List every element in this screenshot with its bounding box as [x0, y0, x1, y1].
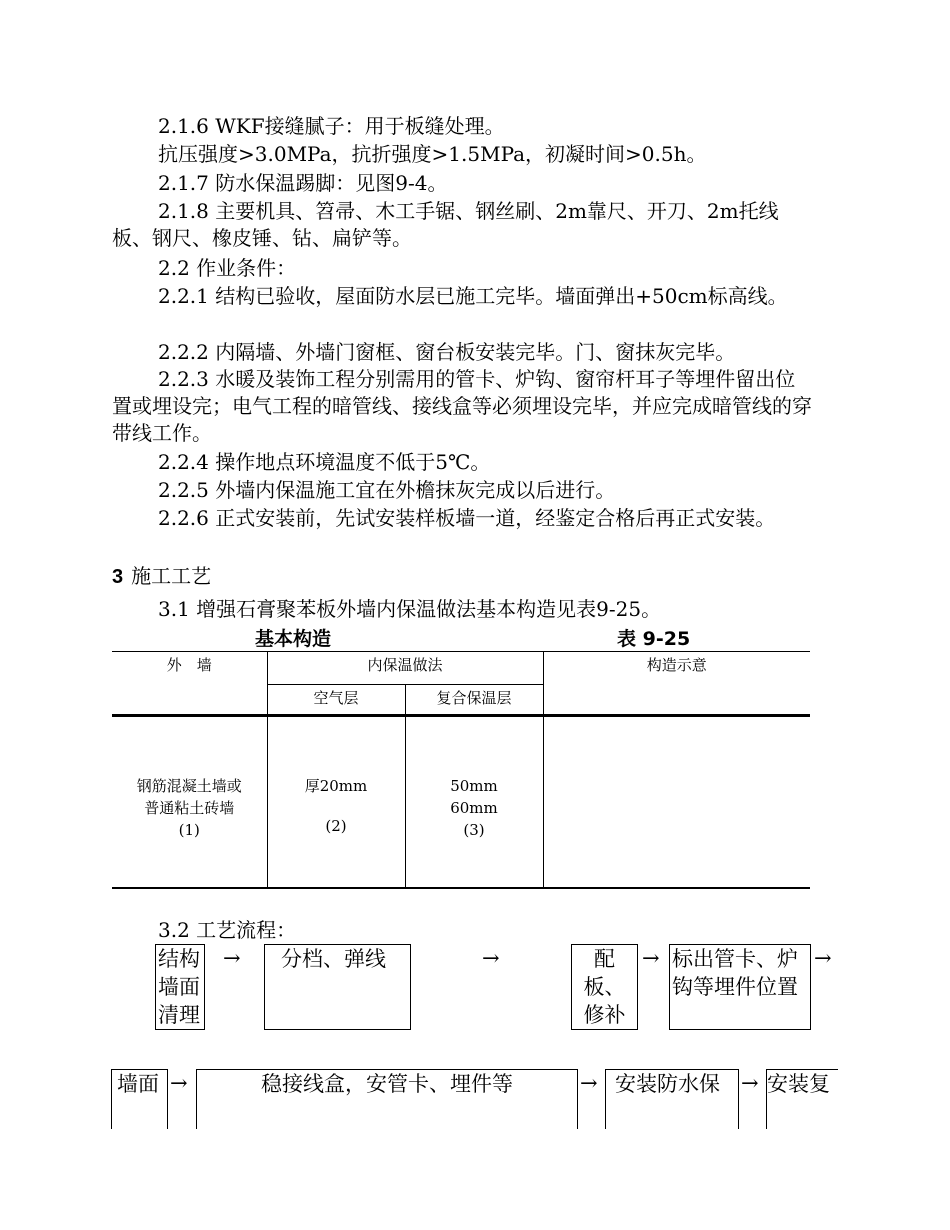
flow-arrow: →: [223, 946, 241, 970]
composite-value-50: 50mm: [450, 777, 498, 795]
wall-type-line2: 普通粘土砖墙: [144, 799, 235, 817]
para-2-1-6: 2.1.6 WKF接缝腻子：用于板缝处理。: [158, 114, 505, 138]
flow-arrow: →: [580, 1071, 598, 1095]
flow-box-layout: 分档、弹线: [264, 944, 411, 1030]
table-row: [112, 716, 810, 888]
flow-box-clean: 结构墙面清理: [155, 944, 205, 1030]
wall-type-line1: 钢筋混凝土墙或: [136, 777, 242, 795]
flow-box-board: 配板、修补: [571, 944, 638, 1030]
para-strength: 抗压强度>3.0MPa，抗折强度>1.5MPa，初凝时间>0.5h。: [158, 142, 707, 166]
flow-box-waterproof: 安装防水保: [605, 1069, 739, 1129]
para-3-2: 3.2 工艺流程：: [158, 918, 297, 942]
para-2-2-6: 2.2.6 正式安装前，先试安装样板墙一道，经鉴定合格后再正式安装。: [158, 506, 776, 530]
header-wall: 外 墙: [112, 652, 267, 716]
para-2-2-4: 2.2.4 操作地点环境温度不低于5℃。: [158, 450, 491, 474]
section-title: 施工工艺: [131, 564, 212, 588]
flow-arrow: →: [814, 946, 832, 970]
wall-type-num: (1): [178, 821, 200, 839]
air-layer-value: 厚20mm: [304, 777, 368, 795]
section-3-heading: [112, 563, 211, 591]
table-caption: 基本构造: [255, 628, 332, 650]
section-number: 3: [112, 566, 124, 588]
flow-box-install: 安装复: [766, 1069, 838, 1129]
table-number: 表 9-25: [617, 628, 691, 650]
flow-box-mark: 标出管卡、炉钩等埋件位置: [669, 944, 811, 1030]
para-2-2-3: 2.2.3 水暖及装饰工程分别需用的管卡、炉钩、窗帘杆耳子等埋件留出位置或埋设完；电气工程的暗管线、接线盒等必须埋设完毕，并应完成暗管线的穿带线工作。: [112, 367, 812, 445]
flow-box-wall: 墙面: [111, 1069, 168, 1129]
header-method: 内保温做法: [267, 652, 543, 685]
para-2-1-8: 2.1.8 主要机具、笤帚、木工手锯、钢丝刷、2m靠尺、开刀、2m托线板、钢尺、橡皮锤、钻、扁铲等。: [112, 199, 779, 250]
para-2-2: 2.2 作业条件：: [158, 256, 297, 280]
flow-box-junction: 稳接线盒，安管卡、埋件等: [196, 1069, 578, 1129]
para-2-1-7: 2.1.7 防水保温踢脚：见图9-4。: [158, 171, 448, 195]
air-layer-num: (2): [325, 817, 347, 835]
composite-value-60: 60mm: [450, 799, 498, 817]
header-air: 空气层: [267, 685, 405, 716]
para-3-1: 3.1 增强石膏聚苯板外墙内保温做法基本构造见表9-25。: [158, 597, 662, 621]
flow-arrow: →: [642, 946, 660, 970]
flow-arrow: →: [482, 946, 500, 970]
construction-table: [112, 651, 810, 889]
para-2-2-5: 2.2.5 外墙内保温施工宜在外檐抹灰完成以后进行。: [158, 478, 616, 502]
header-composite: 复合保温层: [405, 685, 543, 716]
flow-arrow: →: [741, 1071, 759, 1095]
diagram-cell: [543, 716, 810, 888]
header-diagram: 构造示意: [646, 656, 707, 674]
composite-num: (3): [463, 821, 485, 839]
para-2-2-2: 2.2.2 内隔墙、外墙门窗框、窗台板安装完毕。门、窗抹灰完毕。: [158, 340, 736, 364]
flow-arrow: →: [170, 1071, 188, 1095]
para-2-2-1: 2.2.1 结构已验收，屋面防水层已施工完毕。墙面弹出+50cm标高线。: [158, 284, 788, 308]
